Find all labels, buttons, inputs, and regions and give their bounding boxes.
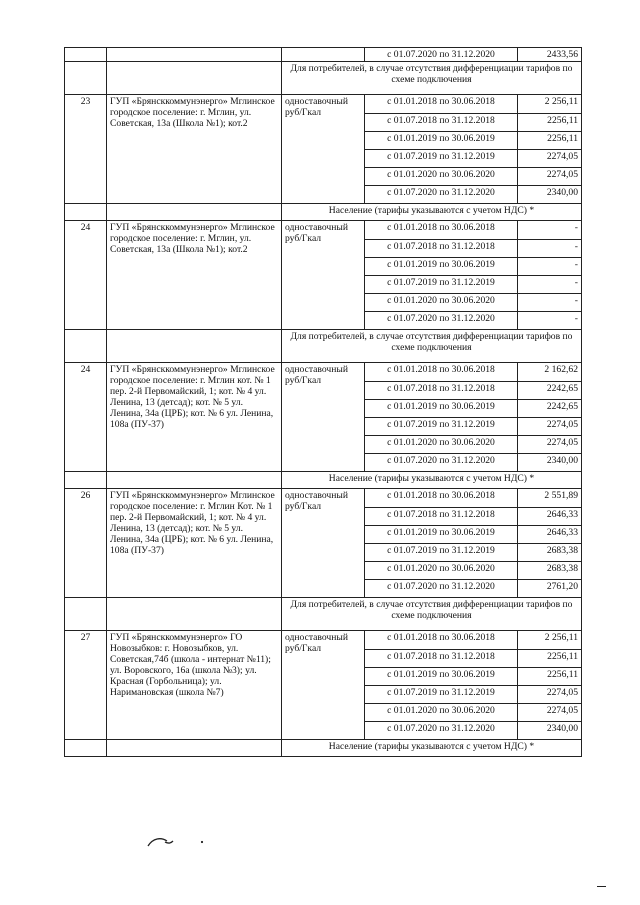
value-cell: 2242,65 [518, 400, 582, 418]
period-cell: с 01.07.2019 по 31.12.2019 [365, 686, 518, 704]
period-cell: с 01.01.2019 по 30.06.2019 [365, 132, 518, 150]
period-cell: с 01.07.2018 по 31.12.2018 [365, 114, 518, 132]
period-cell: с 01.07.2020 по 31.12.2020 [365, 580, 518, 598]
organization-cell: ГУП «Брянсккоммунэнерго» Мглинское городское поселение: г. Мглин, ул. Советская, 13а (Школа №1); кот.2 [107, 221, 282, 330]
table-row [65, 363, 582, 382]
value-cell: 2 256,11 [518, 631, 582, 650]
consumer-group-title: Для потребителей, в случае отсутствия дифференциации тарифов по схеме подключения [282, 62, 582, 95]
period-cell: с 01.01.2020 по 30.06.2020 [365, 704, 518, 722]
cell-empty [65, 472, 107, 489]
value-cell: 2 551,89 [518, 489, 582, 508]
value-cell: 2274,05 [518, 150, 582, 168]
tariff-table-body [65, 48, 582, 757]
cell-empty [107, 330, 282, 363]
period-cell: с 01.07.2019 по 31.12.2019 [365, 544, 518, 562]
value-cell: 2256,11 [518, 114, 582, 132]
rate-type-cell: одноставочный руб/Гкал [282, 95, 365, 204]
cell-empty [107, 62, 282, 95]
table-row [65, 489, 582, 508]
value-cell: 2274,05 [518, 686, 582, 704]
tariff-table [64, 47, 582, 757]
population-row [65, 740, 582, 757]
period-cell: с 01.01.2020 по 30.06.2020 [365, 168, 518, 186]
period-cell: с 01.07.2020 по 31.12.2020 [365, 312, 518, 330]
period-cell: с 01.07.2018 по 31.12.2018 [365, 650, 518, 668]
period-cell: с 01.07.2018 по 31.12.2018 [365, 508, 518, 526]
row-number: 24 [65, 363, 107, 472]
value-cell: 2646,33 [518, 508, 582, 526]
period-cell: с 01.07.2019 по 31.12.2019 [365, 276, 518, 294]
cell-empty [65, 204, 107, 221]
value-cell: 2340,00 [518, 454, 582, 472]
value-cell: 2683,38 [518, 562, 582, 580]
period-cell: с 01.07.2020 по 31.12.2020 [365, 722, 518, 740]
row-number: 27 [65, 631, 107, 740]
value-cell: - [518, 276, 582, 294]
consumer-group-title: Для потребителей, в случае отсутствия дифференциации тарифов по схеме подключения [282, 598, 582, 631]
value-cell: 2256,11 [518, 668, 582, 686]
cell-empty [65, 62, 107, 95]
value-cell: 2683,38 [518, 544, 582, 562]
period-cell: с 01.07.2019 по 31.12.2019 [365, 150, 518, 168]
value-cell: 2 256,11 [518, 95, 582, 114]
value-cell: 2256,11 [518, 132, 582, 150]
cell-empty [282, 48, 365, 62]
row-number: 26 [65, 489, 107, 598]
value-cell: 2274,05 [518, 704, 582, 722]
table-row [65, 95, 582, 114]
value-cell: 2274,05 [518, 418, 582, 436]
value-cell: 2274,05 [518, 168, 582, 186]
rate-type-cell: одноставочный руб/Гкал [282, 221, 365, 330]
footer-mark [597, 886, 606, 887]
period-cell: с 01.07.2019 по 31.12.2019 [365, 418, 518, 436]
cell-empty [107, 740, 282, 757]
value-cell: 2340,00 [518, 722, 582, 740]
value-cell: 2433,56 [518, 48, 582, 62]
period-cell: с 01.07.2018 по 31.12.2018 [365, 240, 518, 258]
value-cell: - [518, 312, 582, 330]
cell-empty [65, 740, 107, 757]
table-row [65, 48, 582, 62]
row-number: 24 [65, 221, 107, 330]
value-cell: - [518, 240, 582, 258]
row-number: 23 [65, 95, 107, 204]
value-cell: - [518, 221, 582, 240]
period-cell: с 01.01.2019 по 30.06.2019 [365, 400, 518, 418]
population-label: Население (тарифы указываются с учетом НДС) * [282, 740, 582, 757]
cell-empty [65, 330, 107, 363]
section-header-row [65, 62, 582, 95]
period-cell: с 01.01.2018 по 30.06.2018 [365, 363, 518, 382]
cell-empty [107, 48, 282, 62]
population-label: Население (тарифы указываются с учетом НДС) * [282, 472, 582, 489]
value-cell: 2340,00 [518, 186, 582, 204]
population-row [65, 472, 582, 489]
period-cell: с 01.01.2018 по 30.06.2018 [365, 489, 518, 508]
period-cell: с 01.01.2019 по 30.06.2019 [365, 258, 518, 276]
section-header-row [65, 330, 582, 363]
period-cell: с 01.07.2018 по 31.12.2018 [365, 382, 518, 400]
rate-type-cell: одноставочный руб/Гкал [282, 489, 365, 598]
value-cell: 2646,33 [518, 526, 582, 544]
rate-type-cell: одноставочный руб/Гкал [282, 631, 365, 740]
population-row [65, 204, 582, 221]
population-label: Население (тарифы указываются с учетом НДС) * [282, 204, 582, 221]
value-cell: 2761,20 [518, 580, 582, 598]
cell-empty [65, 48, 107, 62]
period-cell: с 01.07.2020 по 31.12.2020 [365, 454, 518, 472]
period-cell: с 01.01.2019 по 30.06.2019 [365, 526, 518, 544]
value-cell: 2242,65 [518, 382, 582, 400]
cell-empty [65, 598, 107, 631]
period-cell: с 01.01.2018 по 30.06.2018 [365, 631, 518, 650]
cell-empty [107, 204, 282, 221]
value-cell: 2256,11 [518, 650, 582, 668]
table-row [65, 221, 582, 240]
value-cell: - [518, 258, 582, 276]
organization-cell: ГУП «Брянсккоммунэнерго» Мглинское городское поселение: г. Мглин кот. № 1 пер. 2-й Первомайский, 1; кот. № 4 ул. Ленина, 13 (детсад); кот. № 5 ул. Ленина, 34а (ЦРБ); кот. № 6 ул. Ленина, 108а (ПУ-37) [107, 363, 282, 472]
value-cell: 2274,05 [518, 436, 582, 454]
period-cell: с 01.01.2018 по 30.06.2018 [365, 95, 518, 114]
cell-empty [107, 598, 282, 631]
organization-cell: ГУП «Брянсккоммунэнерго» ГО Новозыбков: г. Новозыбков, ул. Советская,74б (школа - интернат №11); ул. Воровского, 16а (школа №3); ул. Красная (Горбольница); ул. Наримановская (школа №7) [107, 631, 282, 740]
period-cell: с 01.07.2020 по 31.12.2020 [365, 48, 518, 62]
period-cell: с 01.01.2019 по 30.06.2019 [365, 668, 518, 686]
period-cell: с 01.01.2020 по 30.06.2020 [365, 436, 518, 454]
organization-cell: ГУП «Брянсккоммунэнерго» Мглинское городское поселение: г. Мглин Кот. № 1 пер. 2-й Первомайский, 1; кот. № 4 ул. Ленина, 13 (детсад); кот. № 5 ул. Ленина, 34а (ЦРБ); кот. № 6 ул. Ленина, 108а (ПУ-37) [107, 489, 282, 598]
value-cell: 2 162,62 [518, 363, 582, 382]
period-cell: с 01.01.2020 по 30.06.2020 [365, 294, 518, 312]
organization-cell: ГУП «Брянсккоммунэнерго» Мглинское городское поселение: г. Мглин, ул. Советская, 13а (Школа №1); кот.2 [107, 95, 282, 204]
consumer-group-title: Для потребителей, в случае отсутствия дифференциации тарифов по схеме подключения [282, 330, 582, 363]
cell-empty [107, 472, 282, 489]
period-cell: с 01.01.2018 по 30.06.2018 [365, 221, 518, 240]
signature-mark [145, 834, 215, 850]
period-cell: с 01.07.2020 по 31.12.2020 [365, 186, 518, 204]
section-header-row [65, 598, 582, 631]
value-cell: - [518, 294, 582, 312]
period-cell: с 01.01.2020 по 30.06.2020 [365, 562, 518, 580]
table-row [65, 631, 582, 650]
rate-type-cell: одноставочный руб/Гкал [282, 363, 365, 472]
